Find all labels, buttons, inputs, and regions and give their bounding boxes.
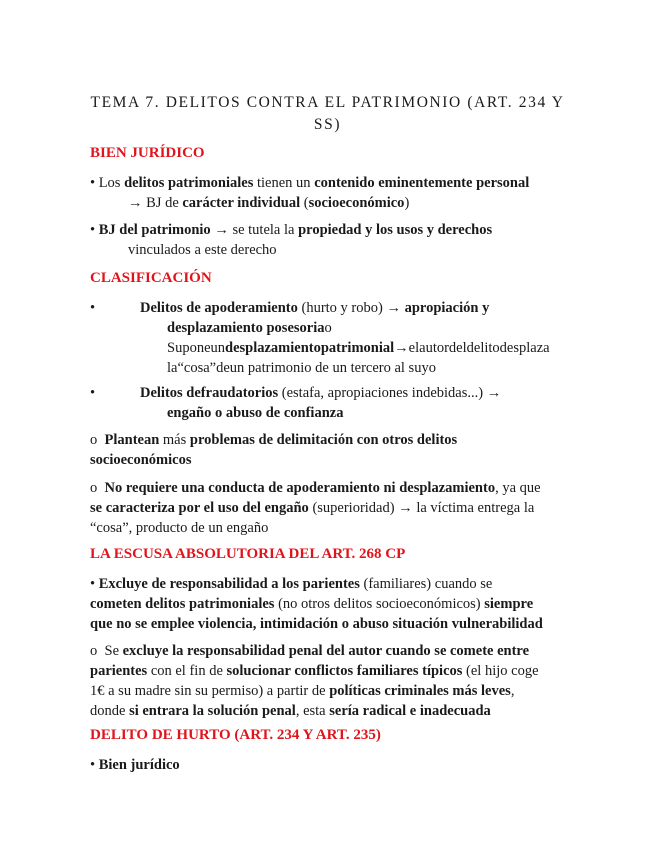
text-run: 1€ a su madre sin su permiso) a partir de [90,683,330,699]
sub-bullet-marker: o [90,432,98,448]
text-run: vinculados a este derecho [128,242,277,258]
text-run: socioeconómicos [90,452,192,468]
bullet-clasificacion-apoderamiento [90,298,570,378]
bullet-hurto-bien-juridico [90,755,570,775]
text-run: la“cosa”deun patrimonio de un tercero al suyo [167,360,436,376]
text-run: (no otros delitos socioeconómicos) [274,596,485,612]
text-run: socioeconómico [308,195,405,211]
text-run: Plantean [104,432,160,448]
text-run: Delitos de apoderamiento [140,300,298,316]
bullet-marker: • [90,576,96,592]
text-run: No requiere una conducta de apoderamiento ni desplazamiento [104,480,496,496]
text-run: Bien jurídico [98,757,180,773]
text-run: engaño o abuso de confianza [167,405,344,421]
sub-bullet-marker: o [324,320,332,336]
text-run: BJ del patrimonio [98,222,211,238]
text-run: (superioridad) → la víctima entrega la [308,500,535,516]
text-run: Se [104,643,123,659]
bullet-marker: • [90,300,96,316]
text-run: se caracteriza por el uso del engaño [90,500,309,516]
text-run: desplazamiento posesoria [167,320,325,336]
text-run: con el fin de [147,663,227,679]
section-heading-clasificacion: CLASIFICACIÓN [90,270,212,286]
bullet-marker: • [90,385,96,401]
document-title: TEMA 7. DELITOS CONTRA EL PATRIMONIO (ART. 234 Y SS) [90,94,565,133]
text-run: apropiación y [404,300,490,316]
text-run: , [510,683,515,699]
sub-bullet-marker: o [90,480,98,496]
text-run: , esta [295,703,330,719]
text-run: más [159,432,190,448]
bullet-marker: • [90,757,96,773]
text-run: ) [404,195,410,211]
text-run: → BJ de [128,195,183,211]
text-run: “cosa”, producto de un engaño [90,520,269,536]
text-run: propiedad y los usos y derechos [298,222,493,238]
bullet-marker: • [90,222,96,238]
text-run: Suponeun [167,340,225,356]
text-run: , ya que [495,480,541,496]
sub-bullet-marker: o [90,643,98,659]
section-heading-excusa-absolutoria: LA ESCUSA ABSOLUTORIA DEL ART. 268 CP [90,546,406,562]
text-run: problemas de delimitación con otros delitos [189,432,458,448]
text-run: desplazamientopatrimonial [225,340,395,356]
text-run: ( [300,195,309,211]
text-run: siempre [484,596,534,612]
text-run: sería radical e inadecuada [329,703,491,719]
bullet-bien-juridico-1 [90,173,570,213]
text-run: solucionar conflictos familiares típicos [226,663,463,679]
bullet-clasificacion-defraudatorios [90,383,570,423]
sub-point-delimitacion [90,430,570,470]
text-run: contenido eminentemente personal [314,175,530,191]
text-run: → se tutela la [210,222,299,238]
section-heading-delito-hurto: DELITO DE HURTO (ART. 234 Y ART. 235) [90,727,381,743]
text-run: si entrara la solución penal [129,703,296,719]
text-run: delitos patrimoniales [124,175,254,191]
text-run: donde [90,703,130,719]
bullet-excusa-1 [90,574,570,634]
text-run: (familiares) cuando se [359,576,493,592]
text-run: (hurto y robo) → [297,300,405,316]
bullet-marker: • [90,175,96,191]
text-run: →elautordeldelitodesplaza [394,340,550,356]
text-run: parientes [90,663,148,679]
bullet-bien-juridico-2 [90,220,570,260]
text-run: Los [98,175,125,191]
sub-point-engano [90,478,570,538]
text-run: Excluye de responsabilidad a los parientes [98,576,360,592]
text-run: (estafa, apropiaciones indebidas...) → [278,385,502,401]
text-run: Delitos defraudatorios [140,385,279,401]
text-run: políticas criminales más leves [329,683,511,699]
text-run: cometen delitos patrimoniales [90,596,275,612]
text-run: excluye la responsabilidad penal del autor cuando se comete entre [122,643,530,659]
text-run: tienen un [253,175,315,191]
section-heading-bien-juridico: BIEN JURÍDICO [90,145,205,161]
text-run: que no se emplee violencia, intimidación o abuso situación vulnerabilidad [90,616,543,632]
text-run: carácter individual [182,195,301,211]
text-run: (el hijo coge [462,663,539,679]
sub-point-excusa [90,641,570,721]
